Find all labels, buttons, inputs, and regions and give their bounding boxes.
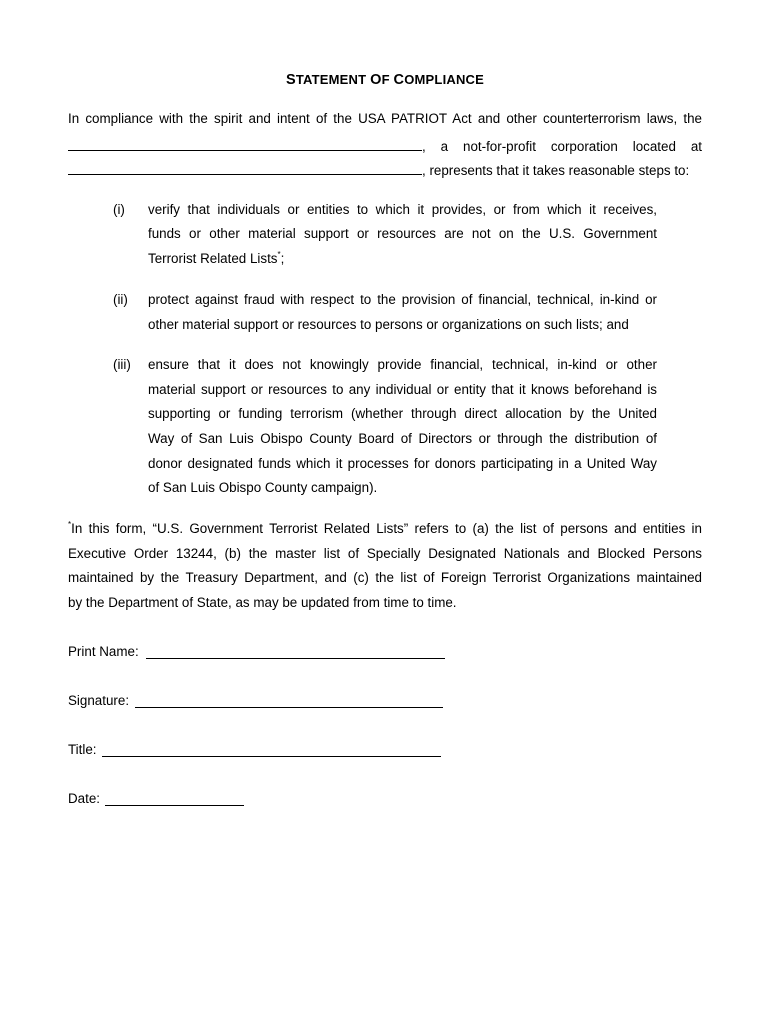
organization-name-blank[interactable] <box>68 136 422 151</box>
footnote-mark: * <box>68 520 72 529</box>
item-iii-numeral: (iii) <box>113 357 131 372</box>
item-i-line-3-end: ; <box>280 251 285 266</box>
signature-label: Signature: <box>68 693 130 708</box>
intro-line-3-text: , represents that it takes reasonable steps to: <box>422 163 690 178</box>
item-i-line-3-text: Terrorist Related Lists <box>148 251 278 266</box>
item-ii-line-2: other material support or resources to persons or organizations on such lists; and <box>148 317 629 332</box>
intro-line-1: In compliance with the spirit and intent of the USA PATRIOT Act and other counterterrorism laws, the <box>68 111 702 126</box>
item-i-line-2: funds or other material support or resources are not on the U.S. Government <box>148 226 657 241</box>
location-blank[interactable] <box>68 160 422 175</box>
item-i-line-1: verify that individuals or entities to which it provides, or from which it receives, <box>148 202 657 217</box>
footnote-line-2: Executive Order 13244, (b) the master list of Specially Designated Nationals and Blocked Persons <box>68 546 702 561</box>
item-iii-line-1: ensure that it does not knowingly provide financial, technical, in-kind or other <box>148 357 657 372</box>
footnote-line-1-text: In this form, “U.S. Government Terrorist Related Lists” refers to (a) the list of persons and entities in <box>71 521 702 536</box>
signature-line[interactable] <box>135 707 443 708</box>
item-iii-line-6: of San Luis Obispo County campaign). <box>148 480 378 495</box>
item-i-numeral: (i) <box>113 202 125 217</box>
footnote-line-1 <box>68 521 702 536</box>
date-line[interactable] <box>105 805 244 806</box>
date-label: Date: <box>68 791 101 806</box>
footnote-reference-mark: * <box>277 250 281 259</box>
item-iii-line-2: material support or resources to any individual or entity that it knows beforehand is <box>148 382 657 397</box>
item-iii-line-5: donor designated funds which it processes for donors participating in a United Way <box>148 456 657 471</box>
item-iii-line-3: supporting or funding terrorism (whether through direct allocation by the United <box>148 406 657 421</box>
print-name-line[interactable] <box>146 658 445 659</box>
document-title: STATEMENT OF COMPLIANCE <box>285 72 485 88</box>
title-line[interactable] <box>102 756 441 757</box>
intro-line-2-text: , a not-for-profit corporation located at <box>422 139 702 154</box>
item-i-line-3 <box>148 251 657 266</box>
item-ii-numeral: (ii) <box>113 292 128 307</box>
intro-line-2 <box>68 136 702 154</box>
print-name-label: Print Name: <box>68 644 139 659</box>
footnote-line-4: by the Department of State, as may be updated from time to time. <box>68 595 457 610</box>
footnote-line-3: maintained by the Treasury Department, and (c) the list of Foreign Terrorist Organizations maintained <box>68 570 702 585</box>
item-iii-line-4: Way of San Luis Obispo County Board of Directors or through the distribution of <box>148 431 657 446</box>
item-ii-line-1: protect against fraud with respect to the provision of financial, technical, in-kind or <box>148 292 657 307</box>
intro-line-3 <box>68 160 702 178</box>
title-label: Title: <box>68 742 97 757</box>
